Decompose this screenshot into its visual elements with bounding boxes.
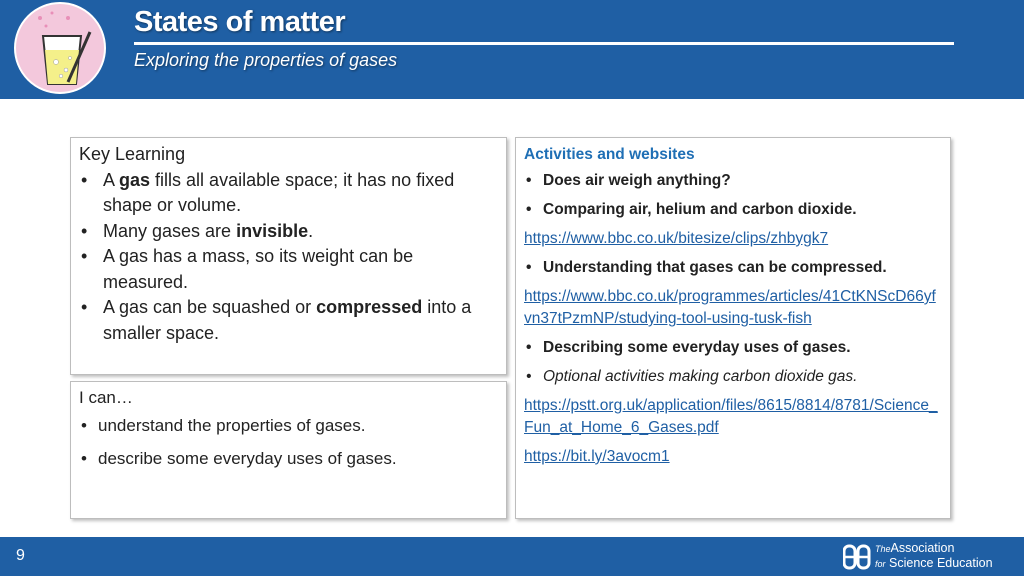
ase-brand-text: TheAssociation for Science Education: [875, 541, 993, 570]
list-item: • A gas fills all available space; it has no fixed shape or volume.: [79, 168, 498, 219]
activity-link[interactable]: https://www.bbc.co.uk/bitesize/clips/zhbygk7: [524, 230, 829, 247]
i-can-list: [79, 415, 498, 470]
activity-item: • Comparing air, helium and carbon dioxide.: [524, 199, 942, 220]
beaker-glass-icon: [14, 2, 106, 94]
key-learning-heading: Key Learning: [79, 144, 186, 164]
list-item: • Many gases are invisible.: [79, 219, 498, 245]
i-can-heading: I can…: [79, 388, 133, 407]
list-item: • A gas has a mass, so its weight can be measured.: [79, 244, 498, 295]
activity-link[interactable]: https://bit.ly/3avocm1: [524, 448, 670, 465]
list-item: • describe some everyday uses of gases.: [79, 448, 498, 470]
list-item: • A gas can be squashed or compressed into a smaller space.: [79, 295, 498, 346]
activity-item: • Optional activities making carbon dioxide gas.: [524, 366, 942, 387]
activity-item: • Does air weigh anything?: [524, 170, 942, 191]
page-number: 9: [16, 547, 25, 564]
key-learning-box: [70, 137, 507, 375]
page-title: States of matter: [134, 6, 346, 38]
activity-item: • Understanding that gases can be compressed.: [524, 257, 942, 278]
page-subtitle: Exploring the properties of gases: [134, 50, 398, 70]
title-divider: [134, 42, 954, 45]
i-can-box: [70, 381, 507, 519]
key-learning-list: [79, 168, 498, 347]
activities-box: [515, 137, 951, 519]
list-item: • understand the properties of gases.: [79, 415, 498, 437]
activity-link[interactable]: https://www.bbc.co.uk/programmes/articles/41CtKNScD66yfvn37tPzmNP/studying-tool-using-tusk-fish: [524, 288, 936, 327]
ase-logo-icon: [843, 543, 871, 571]
activity-link[interactable]: https://pstt.org.uk/application/files/8615/8814/8781/Science_Fun_at_Home_6_Gases.pdf: [524, 397, 938, 436]
header-bar: [0, 0, 1024, 99]
footer-bar: [0, 537, 1024, 576]
activity-item: • Describing some everyday uses of gases.: [524, 337, 942, 358]
activities-heading: Activities and websites: [524, 146, 695, 163]
